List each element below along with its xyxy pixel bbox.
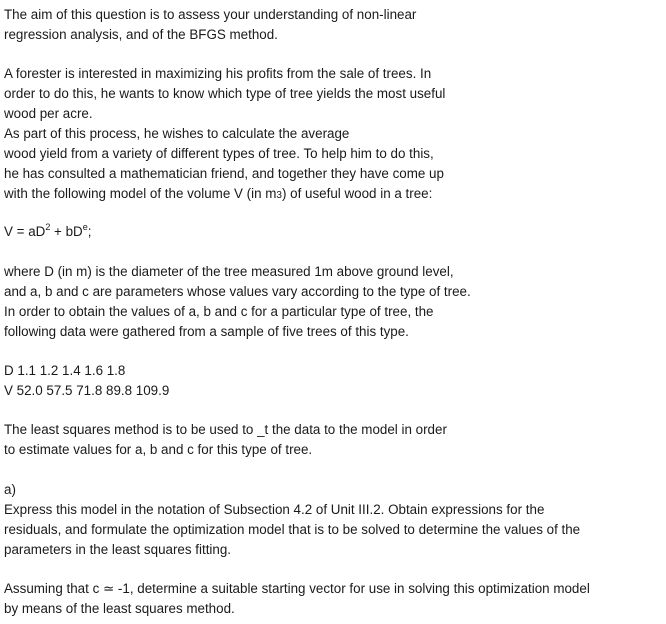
part-a-line-1: Express this model in the notation of Subsection 4.2 of Unit III.2. Obtain expressions for the xyxy=(4,502,545,517)
model-line xyxy=(4,184,432,204)
definitions-line-3: In order to obtain the values of a, b and c for a particular type of tree, the xyxy=(4,304,434,319)
context-line-2: order to do this, he wants to know which type of tree yields the most useful xyxy=(4,86,446,101)
definitions-line-2: and a, b and c are parameters whose values vary according to the type of tree. xyxy=(4,284,471,299)
intro-line-1: The aim of this question is to assess your understanding of non-linear xyxy=(4,7,417,22)
definitions-line-4: following data were gathered from a sample of five trees of this type. xyxy=(4,324,409,339)
equation-exponent-1: 2 xyxy=(45,221,51,232)
equation-exponent-2: e xyxy=(82,221,88,232)
data-row-d: D 1.1 1.2 1.4 1.6 1.8 xyxy=(4,363,126,378)
part-a-label: a) xyxy=(4,482,16,497)
equation-mid: + bD xyxy=(50,224,83,239)
model-line-unit: 3 xyxy=(276,190,282,201)
data-row-v: V 52.0 57.5 71.8 89.8 109.9 xyxy=(4,383,170,398)
part-a-line-2: residuals, and formulate the optimization model that is to be solved to determine the values of the xyxy=(4,522,581,537)
context-line-4: As part of this process, he wishes to calculate the average xyxy=(4,126,350,141)
method-line-2: to estimate values for a, b and c for this type of tree. xyxy=(4,442,313,457)
definitions-line-1: where D (in m) is the diameter of the tree measured 1m above ground level, xyxy=(4,264,454,279)
assumption-line-2: by means of the least squares method. xyxy=(4,601,235,616)
context-line-5: wood yield from a variety of different types of tree. To help him to do this, xyxy=(4,146,434,161)
model-line-after: ) of useful wood in a tree: xyxy=(281,186,433,201)
equation-end: ; xyxy=(87,224,92,239)
context-line-3: wood per acre. xyxy=(4,106,93,121)
intro-line-2: regression analysis, and of the BFGS method. xyxy=(4,27,278,42)
model-equation xyxy=(4,222,91,242)
context-line-1: A forester is interested in maximizing his profits from the sale of trees. In xyxy=(4,66,432,81)
model-line-before: with the following model of the volume V (in m xyxy=(4,186,277,201)
method-line-1: The least squares method is to be used to _t the data to the model in order xyxy=(4,422,447,437)
assumption-line-1: Assuming that c ≃ -1, determine a suitable starting vector for use in solving this optimization model xyxy=(4,581,590,596)
part-a-line-3: parameters in the least squares fitting. xyxy=(4,542,232,557)
context-line-6: he has consulted a mathematician friend, and together they have come up xyxy=(4,166,444,181)
equation-lhs: V = aD xyxy=(4,224,46,239)
